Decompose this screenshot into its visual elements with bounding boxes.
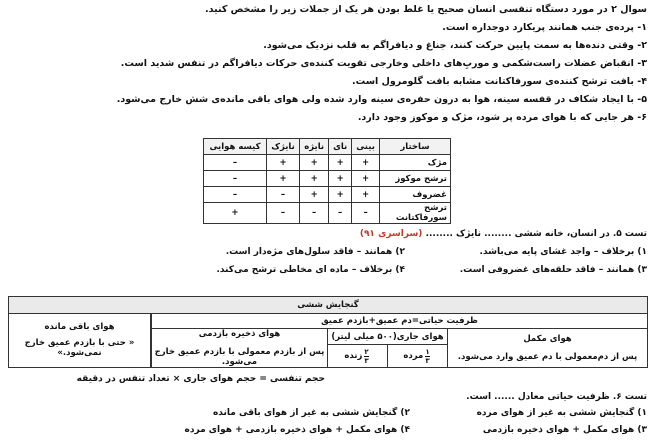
respiratory-structure-table (203, 138, 451, 224)
table-cell: – (204, 155, 267, 171)
table-cell: + (329, 187, 352, 203)
expiratory-reserve-cell (151, 329, 327, 367)
statement-5: ۵- با ایجاد شکاف در قفسه سینه، هوا به درون حفره‌ی سینه وارد شده ولی هوای باقی مانده‌ی شش خارج می‌شود. (116, 94, 647, 105)
dead-air-cell (387, 345, 447, 367)
statement-6: ۶- هر جایی که با هوای مرده پر شود، مژک و موکوز وجود دارد. (357, 112, 647, 123)
table-cell: – (329, 203, 352, 224)
inspiratory-reserve-label: هوای مکمل (523, 334, 572, 344)
test5-option-3[interactable]: ۳) همانند – فاقد حلقه‌های غضروفی است. (459, 265, 647, 275)
lung-capacity-table (8, 296, 648, 368)
table-cell: – (204, 171, 267, 187)
table-cell: + (300, 171, 329, 187)
alive-air-numerator: ۲ (364, 347, 369, 356)
table-row (204, 155, 451, 171)
table-cell: غضروف (380, 187, 451, 203)
table-cell: – (266, 203, 299, 224)
expiratory-reserve-label: هوای ذخیره بازدمی (198, 329, 281, 339)
table-cell: ترشح سورفاکتانت (380, 203, 451, 224)
residual-volume-note: « حتی با بازدم عمیق خارج نمی‌شود.» (24, 338, 135, 358)
test6-option-2[interactable]: ۲) گنجایش ششی به غیر از هوای باقی مانده (212, 408, 410, 418)
table-row (204, 171, 451, 187)
table-cell: + (352, 187, 380, 203)
table-cell: + (266, 155, 299, 171)
table-cell: + (352, 155, 380, 171)
question-title: سوال ۲ در مورد دستگاه تنفسی انسان صحیح یا غلط بودن هر یک از جملات زیر را مشخص کنید. (204, 4, 647, 15)
test6-question: تست ۶. ظرفیت حیاتی معادل ...... است. (466, 392, 647, 402)
test5-option-1[interactable]: ۱) برخلاف – واجد غشای پایه می‌باشد. (479, 247, 647, 257)
table-header: نایژک (266, 139, 299, 155)
test5-question-text: تست ۵. در انسان، خانه ششی ........ نایژک ........ (425, 229, 647, 239)
test6-option-4[interactable]: ۴) هوای مکمل + هوای ذخیره بازدمی + هوای مرده (184, 425, 410, 435)
test5-option-2[interactable]: ۲) همانند – فاقد سلول‌های مژه‌دار است. (225, 247, 405, 257)
table-cell: + (300, 155, 329, 171)
test6-option-3[interactable]: ۳) هوای مکمل + هوای ذخیره بازدمی (482, 425, 647, 435)
inspiratory-reserve-cell (447, 329, 647, 367)
alive-air-denominator: ۳ (364, 356, 369, 365)
test5-question (360, 229, 647, 239)
test6-option-1[interactable]: ۱) گنجایش ششی به غیر از هوای مرده (476, 408, 647, 418)
table-header-row (204, 139, 451, 155)
dead-air-denominator: ۳ (425, 356, 430, 365)
table-cell: – (204, 187, 267, 203)
table-header: بینی (352, 139, 380, 155)
residual-volume-cell (9, 313, 151, 367)
table-cell: + (329, 171, 352, 187)
table-row (204, 187, 451, 203)
alive-air-label: زنده (344, 351, 363, 361)
tidal-formula: حجم تنفسی = حجم هوای جاری × تعداد تنفس در دقیقه (76, 374, 325, 384)
table-header: کیسه هوایی (204, 139, 267, 155)
lung-capacity-title: گنجایش ششی (9, 297, 647, 314)
dead-air-numerator: ۱ (425, 347, 430, 356)
statement-1: ۱- پرده‌ی جنب همانند پریکارد دوجداره است. (442, 22, 647, 33)
expiratory-reserve-desc: پس از بازدم معمولی با بازدم عمیق خارج می‌شود. (154, 347, 325, 367)
table-cell: مژک (380, 155, 451, 171)
dead-air-label: مرده (403, 351, 424, 361)
alive-air-fraction (364, 348, 368, 365)
tidal-volume-label: هوای جاری(۵۰۰ میلی لیتر) (327, 329, 447, 345)
table-cell: + (266, 171, 299, 187)
statement-4: ۴- بافت ترشح کننده‌ی سورفاکتانت مشابه بافت گلومرول است. (352, 76, 647, 87)
dead-air-fraction (425, 348, 429, 365)
vital-capacity-label: ظرفیت حیاتی=دم عمیق+بازدم عمیق (151, 313, 647, 329)
residual-volume-label: هوای باقی مانده (44, 322, 115, 332)
test5-source: (سراسری ۹۱) (359, 229, 423, 239)
statement-2: ۲- وقتی دنده‌ها به سمت پایین حرکت کنند، جناغ و دیافراگم به قلب نزدیک می‌شود. (263, 40, 647, 51)
table-cell: – (266, 187, 299, 203)
alive-air-cell (327, 345, 387, 367)
inspiratory-reserve-desc: پس از دم‌معمولی با دم عمیق وارد می‌شود. (457, 352, 638, 362)
table-row (204, 203, 451, 224)
table-cell: ترشح موکوز (380, 171, 451, 187)
table-cell: – (352, 203, 380, 224)
statement-3: ۳- انقباض عضلات راست‌شکمی و موربِ‌های داخلی وخارجی تقویت کننده‌ی حرکات دیافراگم در تنفس شدید است. (120, 58, 647, 69)
table-cell: + (204, 203, 267, 224)
table-header: ساختار (380, 139, 451, 155)
table-cell: + (352, 171, 380, 187)
table-header: نایژه (300, 139, 329, 155)
table-header: نای (329, 139, 352, 155)
test5-option-4[interactable]: ۴) برخلاف – ماده ای مخاطی ترشح می‌کند. (216, 265, 405, 275)
table-cell: – (300, 203, 329, 224)
table-cell: + (300, 187, 329, 203)
table-cell: + (329, 155, 352, 171)
